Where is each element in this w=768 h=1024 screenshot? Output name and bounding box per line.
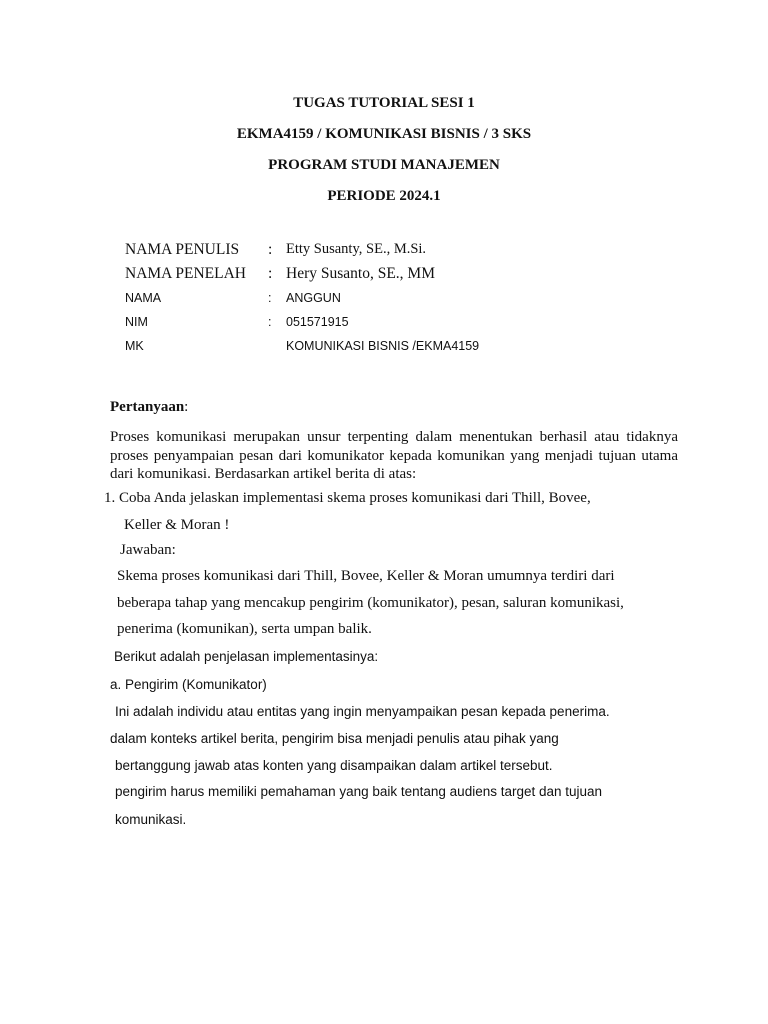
- info-colon: :: [268, 241, 273, 258]
- info-value: KOMUNIKASI BISNIS /EKMA4159: [286, 339, 480, 353]
- info-row-nama: [0, 291, 768, 315]
- point-a-line: dalam konteks artikel berita, pengirim bisa menjadi penulis atau pihak yang: [110, 731, 559, 746]
- answer-line: Skema proses komunikasi dari Thill, Bovee, Keller & Moran umumnya terdiri dari: [117, 568, 615, 584]
- info-colon: :: [268, 265, 273, 282]
- title-program: PROGRAM STUDI MANAJEMEN: [268, 157, 500, 173]
- info-label: NAMA: [125, 291, 162, 305]
- question-intro-line: Proses komunikasi merupakan unsur terpenting dalam menentukan berhasil atau tidaknya: [110, 429, 678, 445]
- point-a-line: Ini adalah individu atau entitas yang ingin menyampaikan pesan kepada penerima.: [115, 704, 610, 719]
- point-a-line: bertanggung jawab atas konten yang disampaikan dalam artikel tersebut.: [115, 758, 553, 773]
- question-intro-line: proses penyampaian pesan dari komunikator kepada komunikan yang menjadi tujuan utama: [110, 448, 678, 464]
- answer-line: penerima (komunikan), serta umpan balik.: [117, 621, 372, 637]
- question-intro-line: dari komunikasi. Berdasarkan artikel berita di atas:: [110, 466, 417, 482]
- question-item-line: 1. Coba Anda jelaskan implementasi skema proses komunikasi dari Thill, Bovee,: [104, 490, 591, 506]
- question-item-line: Keller & Moran !: [124, 517, 230, 533]
- info-value: 051571915: [286, 315, 349, 329]
- answer-line: beberapa tahap yang mencakup pengirim (komunikator), pesan, saluran komunikasi,: [117, 595, 624, 611]
- info-row-penulis: [0, 241, 768, 265]
- point-a-title: a. Pengirim (Komunikator): [110, 677, 267, 692]
- info-label: NAMA PENELAH: [125, 265, 246, 282]
- answer-intro: Berikut adalah penjelasan implementasinya:: [114, 649, 379, 664]
- info-row-mk: [0, 339, 768, 363]
- info-row-penelah: [0, 265, 768, 289]
- title-period: PERIODE 2024.1: [327, 188, 441, 204]
- info-label: NAMA PENULIS: [125, 241, 240, 258]
- title-course: EKMA4159 / KOMUNIKASI BISNIS / 3 SKS: [236, 126, 532, 142]
- info-label: NIM: [125, 315, 148, 329]
- info-value: ANGGUN: [286, 291, 341, 305]
- info-label: MK: [125, 339, 144, 353]
- info-colon: :: [268, 315, 272, 329]
- answer-label: Jawaban:: [120, 542, 176, 558]
- info-row-nim: [0, 315, 768, 339]
- info-value: Etty Susanty, SE., M.Si.: [286, 241, 427, 257]
- info-value: Hery Susanto, SE., MM: [286, 265, 435, 282]
- info-colon: :: [268, 291, 272, 305]
- point-a-line: komunikasi.: [115, 812, 187, 827]
- point-a-line: pengirim harus memiliki pemahaman yang baik tentang audiens target dan tujuan: [115, 784, 603, 799]
- question-heading: [110, 399, 188, 416]
- title-tugas: TUGAS TUTORIAL SESI 1: [293, 95, 475, 111]
- question-heading-label: Pertanyaan: [110, 399, 185, 415]
- question-heading-colon: :: [184, 399, 189, 415]
